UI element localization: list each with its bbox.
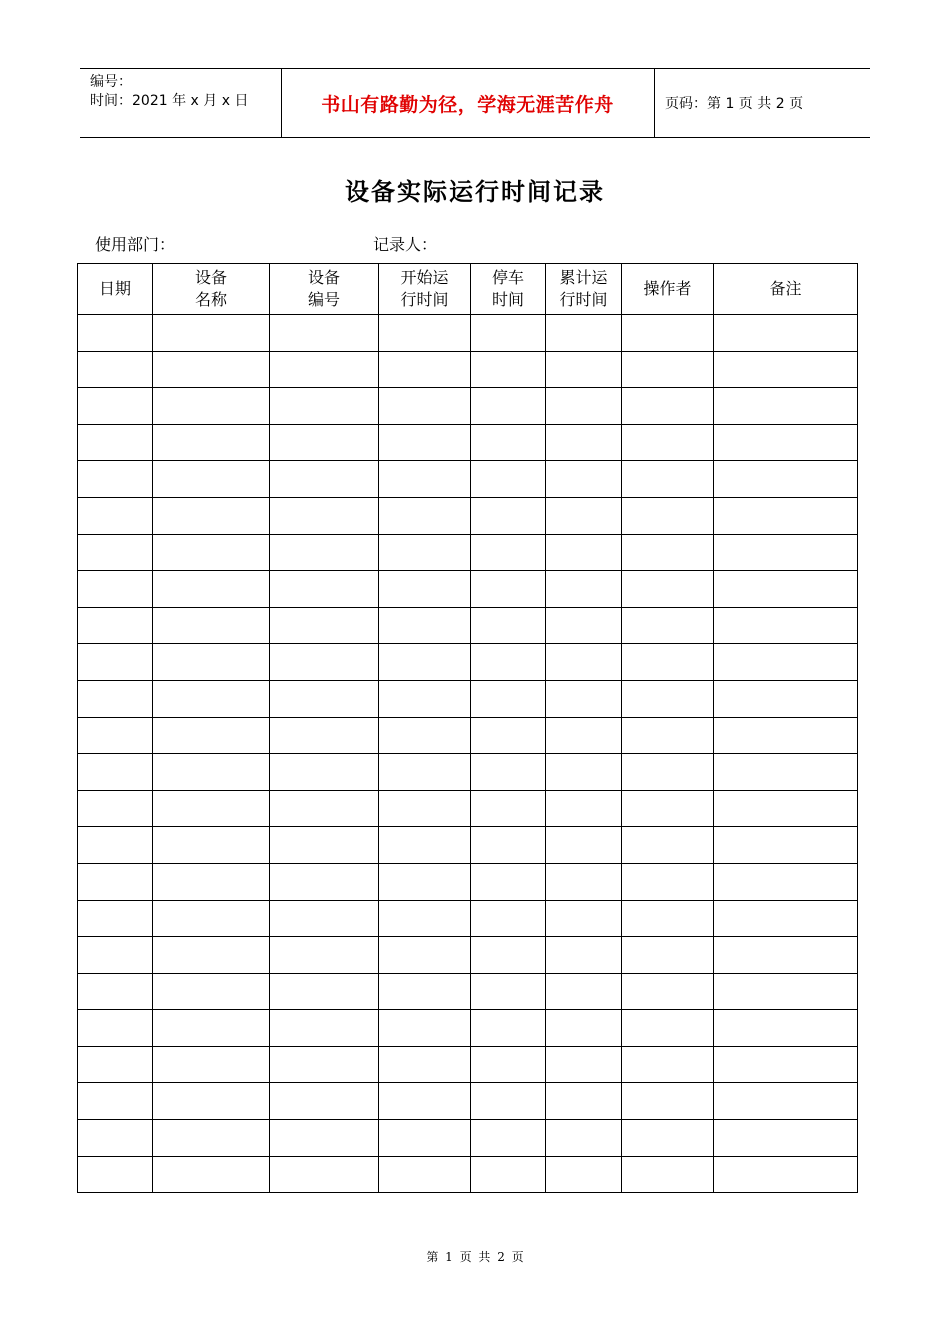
table-cell[interactable] (78, 1046, 153, 1083)
table-cell[interactable] (714, 388, 858, 425)
table-cell[interactable] (379, 900, 471, 937)
column-header-operator: 操作者 (622, 264, 714, 315)
table-cell[interactable] (379, 1010, 471, 1047)
header-meta (90, 73, 248, 111)
table-cell[interactable] (379, 1120, 471, 1157)
table-cell[interactable] (471, 644, 546, 681)
table-cell[interactable] (379, 315, 471, 352)
table-cell[interactable] (546, 827, 622, 864)
table-cell[interactable] (714, 315, 858, 352)
table-row (78, 680, 858, 717)
table-cell[interactable] (546, 900, 622, 937)
table-cell[interactable] (471, 790, 546, 827)
table-cell[interactable] (153, 973, 270, 1010)
table-cell[interactable] (546, 424, 622, 461)
table-cell[interactable] (622, 680, 714, 717)
table-cell[interactable] (153, 1120, 270, 1157)
table-cell[interactable] (78, 680, 153, 717)
table-cell[interactable] (622, 900, 714, 937)
table-cell[interactable] (714, 644, 858, 681)
table-cell[interactable] (270, 717, 379, 754)
table-cell[interactable] (714, 1046, 858, 1083)
table-cell[interactable] (379, 680, 471, 717)
table-cell[interactable] (270, 424, 379, 461)
table-cell[interactable] (714, 863, 858, 900)
table-cell[interactable] (714, 790, 858, 827)
table-cell[interactable] (78, 644, 153, 681)
table-body (78, 315, 858, 1193)
table-row (78, 1046, 858, 1083)
table-row (78, 900, 858, 937)
table-cell[interactable] (622, 644, 714, 681)
table-cell[interactable] (379, 461, 471, 498)
table-cell[interactable] (270, 644, 379, 681)
table-cell[interactable] (379, 1083, 471, 1120)
table-cell[interactable] (714, 937, 858, 974)
table-row (78, 497, 858, 534)
table-cell[interactable] (270, 1046, 379, 1083)
department-label: 使用部门： (95, 235, 176, 254)
table-cell[interactable] (379, 607, 471, 644)
table-cell[interactable] (471, 388, 546, 425)
table-cell[interactable] (471, 461, 546, 498)
table-row (78, 863, 858, 900)
table-cell[interactable] (471, 571, 546, 608)
table-cell[interactable] (78, 937, 153, 974)
table-cell[interactable] (78, 973, 153, 1010)
table-cell[interactable] (714, 680, 858, 717)
table-row (78, 1010, 858, 1047)
document-title: 设备实际运行时间记录 (345, 177, 605, 206)
table-cell[interactable] (78, 863, 153, 900)
table-row (78, 717, 858, 754)
table-cell[interactable] (471, 424, 546, 461)
table-cell[interactable] (471, 937, 546, 974)
table-cell[interactable] (379, 571, 471, 608)
table-cell[interactable] (270, 754, 379, 791)
table-cell[interactable] (153, 863, 270, 900)
table-cell[interactable] (78, 534, 153, 571)
table-cell[interactable] (622, 754, 714, 791)
table-cell[interactable] (471, 863, 546, 900)
column-header-remarks: 备注 (714, 264, 858, 315)
table-cell[interactable] (78, 461, 153, 498)
footer-page-info: 第 1 页 共 2 页 (426, 1250, 524, 1264)
table-cell[interactable] (379, 973, 471, 1010)
column-header-date: 日期 (78, 264, 153, 315)
table-cell[interactable] (379, 1156, 471, 1193)
table-cell[interactable] (471, 534, 546, 571)
table-cell[interactable] (270, 1120, 379, 1157)
table-cell[interactable] (714, 461, 858, 498)
table-cell[interactable] (78, 315, 153, 352)
column-header-stop-time: 停车 时间 (471, 264, 546, 315)
table-cell[interactable] (622, 315, 714, 352)
table-cell[interactable] (78, 571, 153, 608)
table-cell[interactable] (78, 790, 153, 827)
table-cell[interactable] (714, 424, 858, 461)
table-cell[interactable] (379, 497, 471, 534)
table-cell[interactable] (622, 607, 714, 644)
table-cell[interactable] (379, 937, 471, 974)
document-date: 时间：2021 年 x 月 x 日 (90, 93, 249, 109)
table-row (78, 973, 858, 1010)
table-cell[interactable] (546, 497, 622, 534)
table-cell[interactable] (622, 1156, 714, 1193)
table-cell[interactable] (622, 1046, 714, 1083)
table-cell[interactable] (714, 497, 858, 534)
table-cell[interactable] (379, 717, 471, 754)
table-cell[interactable] (471, 1156, 546, 1193)
table-cell[interactable] (471, 1083, 546, 1120)
table-cell[interactable] (153, 717, 270, 754)
table-cell[interactable] (78, 1083, 153, 1120)
table-cell[interactable] (153, 497, 270, 534)
table-cell[interactable] (270, 315, 379, 352)
table-cell[interactable] (153, 351, 270, 388)
table-cell[interactable] (546, 534, 622, 571)
document-number-label: 编号： (90, 74, 132, 90)
table-cell[interactable] (153, 534, 270, 571)
table-cell[interactable] (471, 497, 546, 534)
table-cell[interactable] (78, 351, 153, 388)
table-cell[interactable] (153, 571, 270, 608)
table-cell[interactable] (270, 461, 379, 498)
table-cell[interactable] (471, 315, 546, 352)
document-header (80, 68, 870, 138)
table-cell[interactable] (546, 644, 622, 681)
table-cell[interactable] (546, 973, 622, 1010)
table-cell[interactable] (379, 644, 471, 681)
table-cell[interactable] (471, 754, 546, 791)
table-cell[interactable] (153, 644, 270, 681)
header-divider (654, 69, 655, 137)
table-cell[interactable] (153, 388, 270, 425)
table-cell[interactable] (471, 351, 546, 388)
table-cell[interactable] (379, 790, 471, 827)
table-cell[interactable] (714, 754, 858, 791)
table-cell[interactable] (270, 388, 379, 425)
table-cell[interactable] (622, 497, 714, 534)
table-cell[interactable] (546, 461, 622, 498)
table-cell[interactable] (379, 863, 471, 900)
table-cell[interactable] (471, 900, 546, 937)
table-cell[interactable] (622, 717, 714, 754)
table-cell[interactable] (471, 717, 546, 754)
table-cell[interactable] (622, 827, 714, 864)
table-cell[interactable] (546, 388, 622, 425)
table-row (78, 607, 858, 644)
table-cell[interactable] (471, 1010, 546, 1047)
table-cell[interactable] (270, 937, 379, 974)
table-cell[interactable] (714, 900, 858, 937)
table-cell[interactable] (622, 571, 714, 608)
table-cell[interactable] (379, 351, 471, 388)
table-cell[interactable] (546, 315, 622, 352)
table-cell[interactable] (471, 827, 546, 864)
table-row (78, 351, 858, 388)
table-cell[interactable] (622, 937, 714, 974)
table-cell[interactable] (546, 1156, 622, 1193)
table-cell[interactable] (714, 534, 858, 571)
table-cell[interactable] (546, 351, 622, 388)
table-cell[interactable] (471, 607, 546, 644)
table-cell[interactable] (153, 680, 270, 717)
table-row (78, 1083, 858, 1120)
table-cell[interactable] (714, 827, 858, 864)
table-cell[interactable] (270, 790, 379, 827)
table-cell[interactable] (546, 1083, 622, 1120)
table-cell[interactable] (471, 1120, 546, 1157)
table-cell[interactable] (714, 973, 858, 1010)
table-cell[interactable] (622, 1120, 714, 1157)
table-cell[interactable] (78, 1156, 153, 1193)
table-cell[interactable] (78, 1120, 153, 1157)
table-cell[interactable] (622, 1010, 714, 1047)
header-page-info: 页码：第 1 页 共 2 页 (665, 96, 804, 112)
table-cell[interactable] (546, 790, 622, 827)
column-header-equipment-name: 设备 名称 (153, 264, 270, 315)
table-cell[interactable] (270, 827, 379, 864)
table-cell[interactable] (546, 1010, 622, 1047)
column-header-start-time: 开始运 行时间 (379, 264, 471, 315)
table-row (78, 754, 858, 791)
table-row (78, 1120, 858, 1157)
table-cell[interactable] (622, 461, 714, 498)
table-cell[interactable] (270, 497, 379, 534)
table-cell[interactable] (379, 388, 471, 425)
table-cell[interactable] (379, 1046, 471, 1083)
table-cell[interactable] (546, 937, 622, 974)
table-cell[interactable] (270, 1010, 379, 1047)
table-row (78, 790, 858, 827)
table-cell[interactable] (270, 351, 379, 388)
table-cell[interactable] (714, 571, 858, 608)
table-cell[interactable] (622, 424, 714, 461)
table-cell[interactable] (471, 973, 546, 1010)
table-cell[interactable] (153, 790, 270, 827)
table-cell[interactable] (153, 1083, 270, 1120)
table-cell[interactable] (270, 900, 379, 937)
table-cell[interactable] (379, 827, 471, 864)
table-cell[interactable] (153, 827, 270, 864)
table-cell[interactable] (379, 534, 471, 571)
table-header-row (78, 264, 858, 315)
table-cell[interactable] (153, 1156, 270, 1193)
table-cell[interactable] (78, 607, 153, 644)
table-cell[interactable] (714, 351, 858, 388)
table-cell[interactable] (78, 497, 153, 534)
table-cell[interactable] (270, 607, 379, 644)
record-table (77, 263, 858, 1193)
table-cell[interactable] (270, 973, 379, 1010)
column-header-equipment-number: 设备 编号 (270, 264, 379, 315)
table-cell[interactable] (270, 1083, 379, 1120)
table-cell[interactable] (153, 937, 270, 974)
table-row (78, 644, 858, 681)
table-row (78, 534, 858, 571)
table-cell[interactable] (546, 680, 622, 717)
table-cell[interactable] (78, 1010, 153, 1047)
table-cell[interactable] (153, 754, 270, 791)
table-row (78, 424, 858, 461)
table-cell[interactable] (78, 717, 153, 754)
table-cell[interactable] (78, 388, 153, 425)
table-cell[interactable] (270, 571, 379, 608)
column-header-cumulative-time: 累计运 行时间 (546, 264, 622, 315)
table-cell[interactable] (78, 424, 153, 461)
table-cell[interactable] (78, 900, 153, 937)
table-cell[interactable] (714, 717, 858, 754)
table-row (78, 315, 858, 352)
table-cell[interactable] (714, 1010, 858, 1047)
table-cell[interactable] (153, 424, 270, 461)
table-cell[interactable] (714, 607, 858, 644)
header-motto: 书山有路勤为径，学海无涯苦作舟 (321, 93, 614, 116)
table-row (78, 1156, 858, 1193)
table-cell[interactable] (78, 827, 153, 864)
table-cell[interactable] (153, 900, 270, 937)
table-cell[interactable] (622, 863, 714, 900)
table-cell[interactable] (546, 717, 622, 754)
table-row (78, 827, 858, 864)
table-cell[interactable] (714, 1083, 858, 1120)
table-row (78, 388, 858, 425)
table-cell[interactable] (714, 1120, 858, 1157)
table-cell[interactable] (546, 863, 622, 900)
table-cell[interactable] (546, 1120, 622, 1157)
table-cell[interactable] (153, 315, 270, 352)
table-cell[interactable] (471, 680, 546, 717)
table-cell[interactable] (471, 1046, 546, 1083)
table-cell[interactable] (270, 1156, 379, 1193)
table-cell[interactable] (622, 973, 714, 1010)
table-cell[interactable] (546, 754, 622, 791)
table-cell[interactable] (270, 534, 379, 571)
table-cell[interactable] (78, 754, 153, 791)
table-cell[interactable] (153, 1010, 270, 1047)
table-cell[interactable] (153, 461, 270, 498)
table-row (78, 461, 858, 498)
table-cell[interactable] (270, 863, 379, 900)
table-row (78, 937, 858, 974)
table-cell[interactable] (622, 351, 714, 388)
table-cell[interactable] (546, 1046, 622, 1083)
table-cell[interactable] (546, 607, 622, 644)
table-cell[interactable] (622, 388, 714, 425)
table-cell[interactable] (622, 534, 714, 571)
table-cell[interactable] (379, 754, 471, 791)
table-cell[interactable] (153, 607, 270, 644)
table-cell[interactable] (546, 571, 622, 608)
table-cell[interactable] (379, 424, 471, 461)
table-cell[interactable] (153, 1046, 270, 1083)
table-cell[interactable] (622, 1083, 714, 1120)
recorder-label: 记录人： (373, 235, 438, 254)
table-cell[interactable] (714, 1156, 858, 1193)
table-cell[interactable] (622, 790, 714, 827)
table-row (78, 571, 858, 608)
table-cell[interactable] (270, 680, 379, 717)
